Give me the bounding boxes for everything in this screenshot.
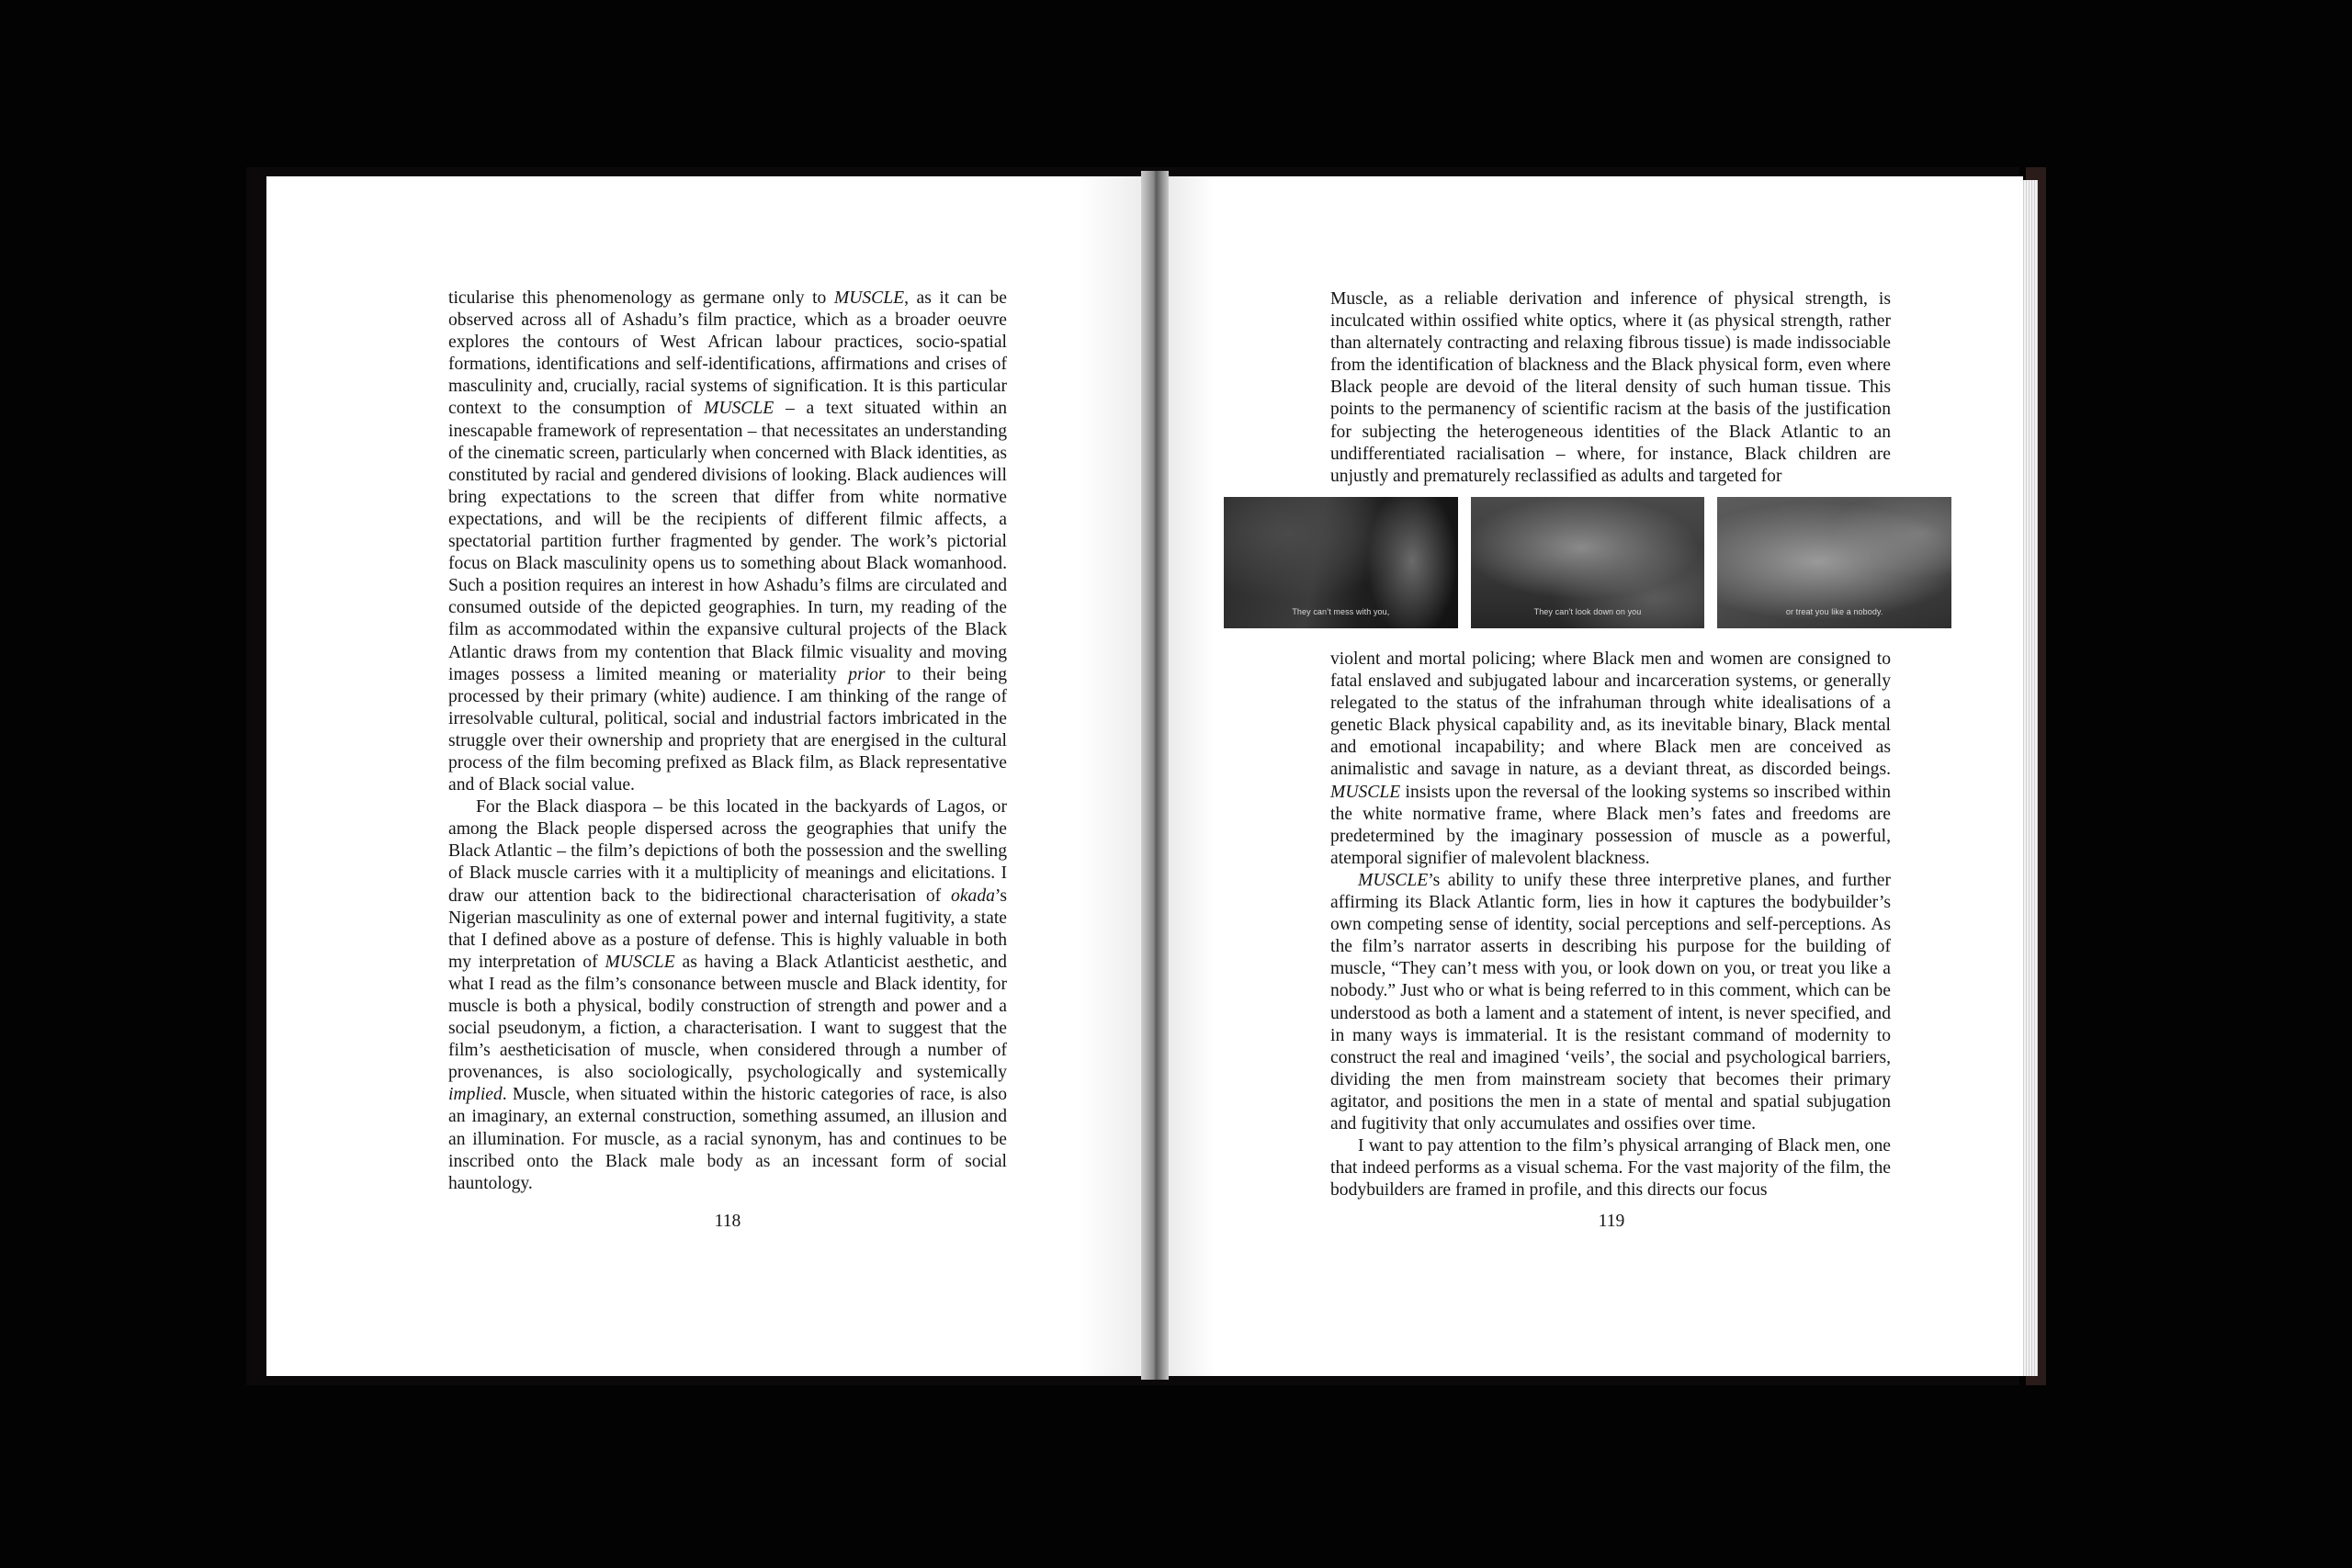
- right-page-body-text-top: [1330, 288, 1891, 488]
- paragraph: For the Black diaspora – be this located in the backyards of Lagos, or among the Black people dispersed across the geographies that unify the Black Atlantic – the film’s depictions of both the possession and the swelling of Black muscle carries with it a multiplicity of meanings and elicitations. I draw our attention back to the bidirectional characterisation of okada’s Nigerian masculinity as one of external power and internal fugitivity, a state that I defined above as a posture of defense. This is highly valuable in both my interpretation of MUSCLE as having a Black Atlanticist aesthetic, and what I read as the film’s consonance between muscle and Black identity, for muscle is both a physical, bodily construction of strength and power and a social pseudonym, a fiction, a characterisation. I want to suggest that the film’s aestheticisation of muscle, when considered through a number of provenances, is also sociologically, psychologically and systemically implied. Muscle, when situated within the historic categories of race, is also an imaginary, an external construction, something assumed, an illusion and an illumination. For muscle, as a racial synonym, has and continues to be inscribed onto the Black male body as an incessant form of social hauntology.: [448, 797, 1007, 1193]
- paragraph: ticularise this phenomenology as germane only to MUSCLE, as it can be observed across all of Ashadu’s film practice, which as a broader oeuvre explores the contours of West African labour practices, socio-spatial formations, identifications and self-identifications, affirmations and crises of masculinity and, crucially, racial systems of signification. It is this particular context to the consumption of MUSCLE – a text situated within an inescapable framework of representation – that necessitates an understanding of the cinematic screen, particularly when concerned with Black identities, as constituted by racial and gendered divisions of looking. Black audiences will bring expectations to the screen that differ from white normative expectations, and will be the recipients of different filmic affects, a spectatorial partition further fragmented by gender. The work’s pictorial focus on Black masculinity opens us to something about Black womanhood. Such a position requires an interest in how Ashadu’s films are circulated and consumed outside of the depicted geographies. In turn, my reading of the film as accommodated within the expansive cultural projects of the Black Atlantic draws from my contention that Black filmic visuality and moving images possess a limited meaning or materiality prior to their being processed by their primary (white) audience. I am thinking of the range of irresolvable cultural, political, social and industrial factors imbricated in the struggle over their ownership and propriety that are energised in the cultural process of the film becoming prefixed as Black film, as Black representative and of Black social value.: [448, 288, 1007, 795]
- page-number: 118: [714, 1212, 741, 1231]
- film-still: [1471, 497, 1705, 628]
- gutter-shadow: [1077, 176, 1141, 1376]
- paragraph: violent and mortal policing; where Black men and women are consigned to fatal enslaved and subjugated labour and incarceration systems, or generally relegated to the status of the infrahuman through white idealisations of a genetic Black physical capability and, as its inevitable binary, Black mental and emotional incapability; and where Black men are conceived as animalistic and savage in nature, as a deviant threat, as discorded beings. MUSCLE insists upon the reversal of the looking systems so inscribed within the white normative frame, where Black men’s fates and freedoms are predetermined by the imaginary possession of muscle as a powerful, atemporal signifier of malevolent blackness.: [1330, 649, 1891, 868]
- paragraph: I want to pay attention to the film’s physical arranging of Black men, one that indeed performs as a visual schema. For the vast majority of the film, the bodybuilders are framed in profile, and this directs our focus: [1330, 1136, 1891, 1201]
- paragraph: MUSCLE’s ability to unify these three interpretive planes, and further affirming its Black Atlantic form, lies in how it captures the bodybuilder’s own competing sense of identity, social perceptions and self-perceptions. As the film’s narrator asserts in describing his purpose for the building of muscle, “They can’t mess with you, or look down on you, or treat you like a nobody.” Just who or what is being referred to in this comment, which can be understood as both a lament and a statement of intent, is never specified, and in many ways is immaterial. It is the resistant command of modernity to construct the real and imagined ‘veils’, the social and psychological barriers, dividing the men from mainstream society that becomes their primary agitator, and positions the men in a state of mental and spatial subjugation and fugitivity that only accumulates and ossifies over time.: [1330, 870, 1891, 1134]
- page-edges: [2021, 180, 2038, 1376]
- paragraph: Muscle, as a reliable derivation and inference of physical strength, is inculcated within ossified white optics, where it (as physical strength, rather than alternately contracting and relaxing fibrous tissue) is made indissociable from the identification of blackness and the Black physical form, even where Black people are devoid of the literal density of such human tissue. This points to the permanency of scientific racism at the basis of the justification for subjecting the heterogeneous identities of the Black Atlantic to an undifferentiated racialisation – where, for instance, Black children are unjustly and prematurely reclassified as adults and targeted for: [1330, 289, 1891, 486]
- left-page: [266, 176, 1141, 1376]
- film-still: [1717, 497, 1951, 628]
- still-subtitle: or treat you like a nobody.: [1785, 607, 1883, 616]
- page-number: 119: [1598, 1212, 1625, 1231]
- film-stills-strip: [1224, 497, 1951, 628]
- right-page: [1169, 176, 2023, 1376]
- still-subtitle: They can’t mess with you,: [1292, 607, 1390, 616]
- gutter-shadow: [1169, 176, 1215, 1376]
- left-page-body-text: [448, 288, 1007, 1195]
- book-gutter: [1141, 171, 1169, 1380]
- film-still: [1224, 497, 1458, 628]
- right-page-body-text-bottom: [1330, 649, 1891, 1201]
- still-subtitle: They can’t look down on you: [1533, 607, 1642, 616]
